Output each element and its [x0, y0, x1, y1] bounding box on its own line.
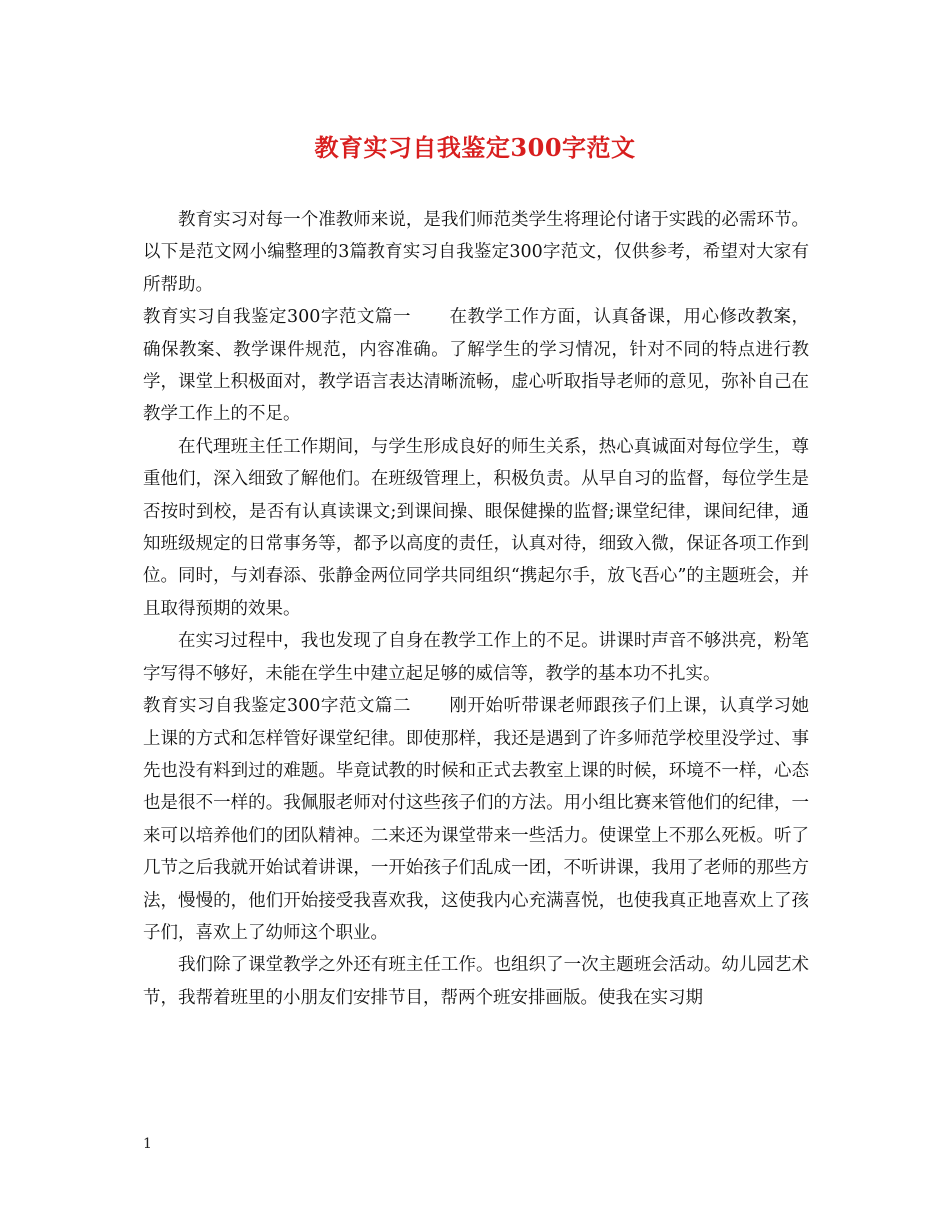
body-paragraph: 在代理班主任工作期间，与学生形成良好的师生关系，热心真诚面对每位学生，尊重他们，深入细致了解他们。在班级管理上，积极负责。从早自习的监督，每位学生是否按时到校，是否有认真读课文;到课间操、眼保健操的监督;课堂纪律，课间纪律，通知班级规定的日常事务等，都予以高度的责任，认真对待，细致入微，保证各项工作到位。同时，与刘春添、张静金两位同学共同组织“携起尔手，放飞吾心”的主题班会，并且取得预期的效果。	[143, 436, 809, 619]
document-title: 教育实习自我鉴定300字范文	[314, 133, 636, 162]
paragraph-text: 刚开始听带课老师跟孩子们上课，认真学习她上课的方式和怎样管好课堂纪律。即使那样，我还是遇到了许多师范学校里没学过、事先也没有料到过的难题。毕竟试教的时候和正式去教室上课的时候，环境不一样，心态也是很不一样的。我佩服老师对付这些孩子们的方法。用小组比赛来管他们的纪律，一来可以培养他们的团队精神。二来还为课堂带来一些活力。使课堂上不那么死板。听了几节之后我就开始试着讲课，一开始孩子们乱成一团，不听讲课，我用了老师的那些方法，慢慢的，他们开始接受我喜欢我，这使我内心充满喜悦，也使我真正地喜欢上了孩子们，喜欢上了幼师这个职业。	[143, 696, 810, 943]
body-paragraph: 在实习过程中，我也发现了自身在教学工作上的不足。讲课时声音不够洪亮，粉笔字写得不够好，未能在学生中建立起足够的威信等，教学的基本功不扎实。	[143, 631, 809, 684]
body-paragraph: 我们除了课堂教学之外还有班主任工作。也组织了一次主题班会活动。幼儿园艺术节，我帮着班里的小朋友们安排节目，帮两个班安排画版。使我在实习期	[143, 955, 809, 1008]
intro-paragraph: 教育实习对每一个准教师来说，是我们师范类学生将理论付诸于实践的必需环节。以下是范文网小编整理的3篇教育实习自我鉴定300字范文，仅供参考，希望对大家有所帮助。	[143, 210, 809, 295]
section-one-paragraph	[143, 301, 809, 431]
section-heading: 教育实习自我鉴定300字范文篇一	[143, 307, 411, 328]
paragraph-text: 在教学工作方面，认真备课，用心修改教案，确保教案、教学课件规范，内容准确。了解学生的学习情况，针对不同的特点进行教学，课堂上积极面对，教学语言表达清晰流畅，虚心听取指导老师的意见，弥补自己在教学工作上的不足。	[143, 307, 810, 425]
section-two-paragraph	[143, 690, 809, 949]
section-heading: 教育实习自我鉴定300字范文篇二	[143, 696, 411, 717]
page-number: 1	[143, 1136, 152, 1152]
document-body	[143, 204, 809, 1014]
